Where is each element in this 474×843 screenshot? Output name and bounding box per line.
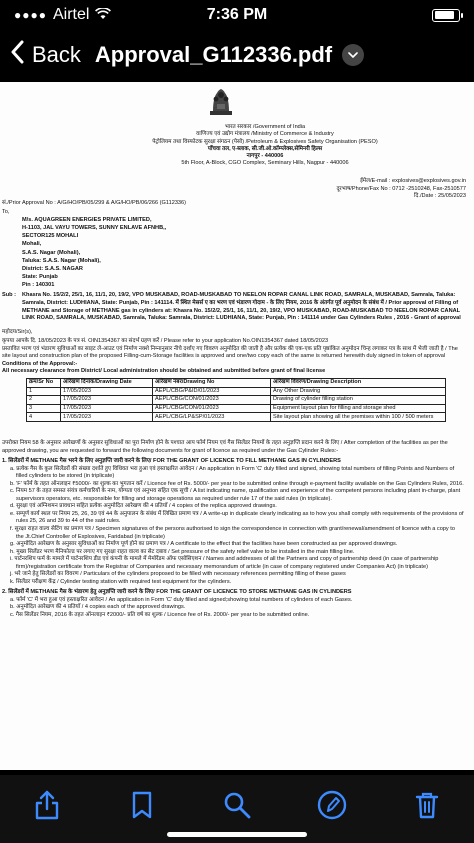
- address-line: District: S.A.S. NAGAR: [22, 265, 83, 272]
- address-line: H-1103, JAL VAYU TOWERS, SUNNY ENLAVE AFNHB,,: [22, 225, 167, 232]
- table-row: [27, 396, 446, 405]
- table-header-row: [27, 379, 446, 388]
- list-item: g. अनुमोदित आरेखण के अनुसार सुविधाओं का निर्माण पूर्ण होने का प्रमाण पत्र / A certificate to the effect that the facilities have been constructed as per approved drawings.: [10, 541, 398, 548]
- drawings-table: [26, 378, 446, 422]
- battery-level: [435, 11, 455, 19]
- table-header-cell: क्रम/Sr No: [27, 379, 61, 388]
- address-line: SECTOR125 MOHALI: [22, 233, 79, 240]
- header-line-2: वाणिज्य एवं उद्योग मंत्रालय /Ministry of Commerce & Industry: [196, 131, 334, 138]
- table-cell: 17/05/2023: [61, 404, 153, 413]
- address-line: Mohali,: [22, 241, 42, 248]
- address-line: State: Punjab: [22, 273, 58, 280]
- pdf-page[interactable]: [0, 82, 474, 770]
- table-cell: Any Other Drawing: [271, 387, 446, 396]
- status-time: 7:36 PM: [206, 6, 268, 23]
- conditions-heading: Conditions of the Approval:-: [2, 360, 78, 367]
- section-fill-licence: [2, 458, 464, 586]
- list-item: j. भरे जाने हेतु सिलेंडरों का विवरण / Particulars of the cylinders proposed to be filled with necessary references permitting filling of these gases: [10, 571, 346, 578]
- carrier-name: Airtel: [53, 6, 90, 23]
- intro-paragraphs: [2, 338, 464, 376]
- status-right: [300, 9, 460, 22]
- section-store-licence: [2, 589, 464, 619]
- signal-icon: ●●●●: [14, 8, 47, 22]
- bookmark-button[interactable]: [122, 787, 162, 827]
- address-line: Pin : 140301: [22, 281, 55, 288]
- home-indicator[interactable]: [167, 832, 307, 837]
- intro-line: कृपया आपके दि. 18/05/2023 के पत्र सं. OIN1354367 का संदर्भ ग्रहण करें / Please refer to your application No.OIN1354367 dated 18/05/2023: [2, 338, 329, 344]
- header-line-3: पेट्रोलियम तथा विस्फोटक सुरक्षा संगठन (पेसो) /Petroleum & Explosives Safety Organisation (PESO): [152, 138, 378, 145]
- chevron-down-icon[interactable]: [342, 44, 364, 66]
- list-item: b. 'F' फॉर्म के तहत ऑनलाइन ₹5000/- का शुल्क का भुगतान करें / Licence fee of Rs. 5000/- per year to be submitted online through e-payment facility available on the Gas Cylinders Rules, 2016.: [10, 480, 464, 487]
- table-cell: AEPL/CBG/P&ID/01/2023: [153, 387, 271, 396]
- list-item: i. पार्टनरशिप फर्म के मामले में पार्टनरशिप डीड एवं कंपनी के मामले में मेमोरेंडम ऑफ एसोसिएशन / Names and addresses of all the Partners and copy of partnership deed (in case of partnership firm)/registration certificate from the Registrar of Companies and necessary memorandum of article (in case of company registered under Companies Act) (in triplicate): [10, 556, 439, 570]
- back-chevron-icon[interactable]: [10, 40, 24, 70]
- table-cell: 1: [27, 387, 61, 396]
- conditions-note: All necessary clearance from District/ Local administration should be obtained and submitted before grant of final license: [2, 368, 326, 375]
- document-title[interactable]: Approval_G112336.pdf: [94, 42, 333, 67]
- table-cell: AEPL/CBG/CON/01/2023: [153, 396, 271, 405]
- table-cell: 3: [27, 404, 61, 413]
- bookmark-icon: [131, 791, 153, 824]
- section-title: 1. सिलेंडरों में METHANE गैस भरने के लिए अनुज्ञप्ति जारी करने के लिए/ FOR THE GRANT OF LICENCE TO FILL METHANE GAS IN CYLINDERS: [2, 458, 341, 465]
- section-title: 2. सिलेंडरों में METHANE गैस के भंडारण हेतु अनुज्ञप्ति जारी करने के लिए/ FOR THE GRANT OF LICENCE TO STORE METHANE GAS IN CYLINDERS: [2, 589, 352, 596]
- salutation: महोदय/Sir(s),: [2, 329, 33, 335]
- subject-block: [2, 292, 464, 323]
- contact-block: [336, 178, 466, 201]
- search-icon: [223, 791, 251, 824]
- table-row: [27, 413, 446, 422]
- header-line-6: 5th Floor, A-Block, CGO Complex, Seminary Hills, Nagpur - 440006: [181, 160, 349, 167]
- trash-icon: [415, 791, 439, 824]
- table-cell: 4: [27, 413, 61, 422]
- table-header-cell: आरेखण दिनांक/Drawing Date: [61, 379, 153, 388]
- list-item: e. सम्पूर्ण कार्य स्थल पर नियम 25, 26, 39 एवं 44 के अनुपालन के संबंध में लिखित प्रमाण पत्र / A write-up in duplicate clearly indicating as to how you shall comply with requirements of the provisions of rules 25, 26 and 39 to 44 of the said rules.: [10, 510, 464, 525]
- battery-icon: [432, 9, 460, 22]
- list-item: d. सुरक्षा एवं अग्निशमन प्रावधान सहित प्रत्येक अनुमोदित आरेखण की 4 प्रतियाँ / 4 copies of the replica approved drawings.: [10, 503, 277, 510]
- table-header-cell: आरेखण नंबर/Drawing No: [153, 379, 271, 388]
- list-item: f. सुरक्षा राहत वाल्व सेटिंग का प्रमाण पत्र / Specimen signatures of the persons authorised to sign the correspondence in connection with grant/renewal/amendment of licence with a copy to the Jt.Chief Controller of Explosives, Faridabad (in triplicate): [10, 526, 455, 540]
- table-cell: Site layout plan showing all the premises within 100 / 500 meters: [271, 413, 446, 422]
- recipient-block: [2, 208, 166, 289]
- list-item: c. गैस सिलेंडर नियम, 2016 के तहत ऑनलाइन ₹2000/- प्रति वर्ष का शुल्क / Licence fee of Rs. 2000/- per year to be submitted online.: [10, 612, 310, 619]
- intro-line: प्रस्तावित भरण एवं भंडारण सुविधाओं का साइट ले-आउट एवं निर्माण नक्शे निम्नानुसार नीचे दर्शाए गए विवरण अनुमोदित की जाती है और प्रत्येक की एक-एक प्रति पृष्ठांकित अनुमोदन चिन्ह लगाकर पत्र के साथ में भेजी जाती है / The site layout and construction plan of the proposed Filling-cum-Storage facilities is approved and one/two copy each of the same is returned herewith duly signed in token of approval: [2, 345, 458, 360]
- after-table-paragraph: उपरोक्त नियम 58 के अनुसार आरेखणों के अनुसार सुविधाओं का पूरा निर्माण होने के पश्चात आप फॉर्म नियम एवं गैस सिलेंडर नियमों के तहत अनुज्ञप्ति प्रदान करने के लिए / After completion of the facilities as per the approved drawing, you are requested to forward the following documents for grant of licence as required under the Gas Cylinder Rules:-: [2, 440, 448, 454]
- to-label: To,: [2, 209, 10, 215]
- table-cell: 2: [27, 396, 61, 405]
- share-icon: [35, 790, 59, 825]
- subject-label: Sub :: [2, 292, 16, 298]
- delete-button[interactable]: [407, 787, 447, 827]
- table-cell: AEPL/CBG/CON/01/2023: [153, 404, 271, 413]
- header-line-4: पाँचवा तल, ए-ब्लाक, सी.जी.ओ.कॉम्प्लेक्स,सेमिनरी हिल्स: [207, 145, 323, 152]
- markup-pen-icon: [317, 790, 347, 825]
- list-item: b. अनुमोदित आरेखण की 4 प्रतियाँ / 4 copies each of the approved drawings.: [10, 604, 186, 611]
- nav-bar: [0, 36, 474, 74]
- address-line: M/s. AQUAGREEN ENERGIES PRIVATE LIMITED,: [22, 217, 152, 224]
- wifi-icon: [95, 7, 111, 23]
- share-button[interactable]: [27, 787, 67, 827]
- list-item: h. मुख्य सिलेंडर भरण मैनिफोल्ड पर लगाए गए सुरक्षा राहत वाल्व का सेट दबाव / Set pressure of the safety relief valve to be installed in the main filling line.: [10, 548, 355, 555]
- status-bar: [0, 0, 474, 30]
- list-item: a. प्रत्येक गैस के कुल सिलेंडरों की संख्या दर्शाते हुए विधिवत भरा हुआ एवं हस्ताक्षरित आवेदन / An application in Form 'C' duly filled and signed, showing total numbers of filling Points and Numbers of filled cylinders to be stored (in triplicate): [10, 465, 455, 480]
- status-left: [14, 6, 174, 24]
- approval-reference: सं./Prior Approval No : A/G/HO/PB/05/299 & A/G/HO/PB/06/266 (G112336): [2, 200, 187, 206]
- markup-button[interactable]: [312, 787, 352, 827]
- table-cell: Drawing of cylinder filling station: [271, 396, 446, 405]
- body-text: [2, 440, 464, 620]
- list-item: a. फॉर्म 'C' में भरा हुआ एवं हस्ताक्षरित आवेदन / An application in Form 'C' duly filled and signed;showing total numbers of cylinders of each Gases.: [10, 596, 353, 603]
- back-button[interactable]: Back: [32, 42, 81, 67]
- letter-date: दि./Date : 25/05/2023: [413, 193, 466, 200]
- header-line-5: नागपुर - 440006: [246, 153, 284, 160]
- search-button[interactable]: [217, 787, 257, 827]
- table-cell: AEPL/CBG/LP&SP/01/2023: [153, 413, 271, 422]
- list-item: k. सिलेंडर परीक्षण केंद्र / Cylinder testing station with required test equipment for the cylinders.: [10, 578, 232, 585]
- table-cell: 17/05/2023: [61, 396, 153, 405]
- table-cell: 17/05/2023: [61, 413, 153, 422]
- table-header-cell: आरेखण विवरण/Drawing Description: [271, 379, 446, 388]
- table-row: [27, 404, 446, 413]
- list-item: c. नियम 57 के तहत समस्त संयंत्र कर्मचारियों के नाम, योग्यता एवं अनुभव सहित एक सूची / A list indicating name, qualification and experience of the competent persons including plant in-charge, plant supervisors operators, etc. responsible for filling and storage operations as required under rule 17 of the said rules (in triplicate).: [10, 488, 461, 502]
- contact-email: ईमेल/E-mail : explosives@explosives.gov.in: [360, 178, 466, 184]
- header-line-1: भारत सरकार /Government of India: [224, 124, 306, 130]
- contact-phone: दूरभाष/Phone/Fax No : 0712 -2510248, Fax-2510577: [336, 185, 466, 192]
- table-cell: Equipment layout plan for filling and storage shed: [271, 404, 446, 413]
- table-row: [27, 387, 446, 396]
- national-emblem-icon: [208, 86, 234, 118]
- address-line: S.A.S. Nagar (Mohali),: [22, 249, 81, 256]
- table-cell: 17/05/2023: [61, 387, 153, 396]
- letterhead: [150, 124, 380, 168]
- address-line: Taluka: S.A.S. Nagar (Mohali),: [22, 257, 101, 264]
- subject-text: Khasra No. 15/2/2, 25/1, 16, 11/1, 20, 19/2, VPO MUSKABAD, ROAD-MUSKABAD TO NEELON ROPAR CANAL LINK ROAD, SAMRALA, MUSKABAD, Samrala, Taluka: Samrala, District: LUDHIANA, State: Punjab, Pin : 141114. में स्थित मेसर्स ए का भरण एवं भंडारण गोदाम - के लिए नियम, 2016 के अंतर्गत पूर्व अनुमोदन के संबंध में / Prior approval of Filling of METHANE and Storage of METHANE gas in cylinders at: Khasra No. 15/2/2, 25/1, 16, 11/1, 20, 19/2, VPO MUSKABAD, ROAD-MUSKABAD TO NEELON ROPAR CANAL LINK ROAD, SAMRALA, MUSKABAD, Samrala, Taluka: Samrala, District: LUDHIANA, State: Punjab, Pin : 141114 under Gas Cylinders Rules , 2016 - Grant of approval: [22, 292, 461, 322]
